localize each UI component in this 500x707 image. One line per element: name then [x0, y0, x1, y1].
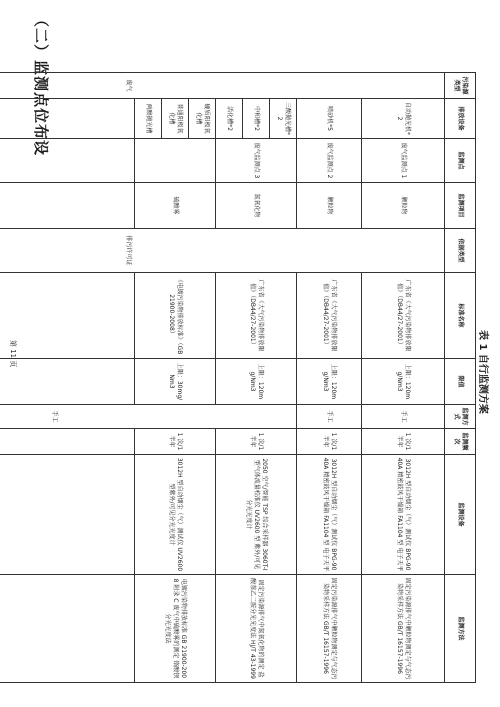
header-frequency: 监测频次 — [445, 429, 476, 455]
monitoring-plan-table — [0, 72, 476, 683]
cell-analysis-method: 电镀污染物排放标准 GB 21900-2008 附录 C 废气中硫酸雾的测定 铬酸钡分光光度法 — [135, 575, 216, 683]
table-row — [270, 73, 297, 683]
table-row — [297, 73, 362, 683]
cell-equipment: 中和槽*2 — [243, 99, 270, 139]
cell-point — [135, 139, 216, 183]
cell-frequency: 1 次/1 半年 — [297, 429, 362, 455]
cell-equipment: 两酸抛光槽 — [135, 99, 162, 139]
table-header-row — [445, 73, 476, 683]
cell-basis-type: 排污许可证 — [0, 229, 445, 273]
cell-equipment: 三酸抛光槽*2 — [270, 99, 297, 139]
cell-point: 废气监测点 1 — [362, 139, 445, 183]
table-title: 表 1 自行监测方案 — [477, 330, 488, 414]
cell-item — [0, 183, 135, 229]
cell-equipment — [0, 99, 135, 139]
cell-equipment: 自动抛光机*2 — [362, 99, 445, 139]
cell-frequency: 1 次/1 半年 — [362, 429, 445, 455]
cell-device: 3012H 型自动烟尘（气）测试仪 BPG-9040A 精密鼓风干燥箱 FA1104 型 电子天平 — [297, 455, 362, 575]
cell-limit: 上限：120mg/Nm3 — [362, 359, 445, 405]
page-number: 第 11 页 — [9, 340, 17, 368]
header-limit: 限值 — [445, 359, 476, 405]
cell-limit: 上限：30mg/Nm3 — [135, 359, 216, 405]
header-standard: 标准名称 — [445, 273, 476, 359]
cell-limit: 上限：120mg/Nm3 — [297, 359, 362, 405]
header-device: 监测设备 — [445, 455, 476, 575]
section-heading: （二）监测点位布设 — [32, 12, 50, 157]
header-monitoring-item: 监测项目 — [445, 183, 476, 229]
header-monitoring-point: 监测点 — [445, 139, 476, 183]
cell-limit: 上限：120mg/Nm3 — [216, 359, 297, 405]
cell-standard: 广东省《大气污染物排放限值》（DB44/27-2001） — [362, 273, 445, 359]
cell-point — [0, 139, 135, 183]
cell-standard: 《电镀污染物排放标准》（GB 21900-2008） — [135, 273, 216, 359]
cell-frequency: 1 次/1 半年 — [135, 429, 216, 455]
table-row — [0, 73, 135, 683]
cell-method-mode: 手工 — [297, 405, 362, 429]
cell-frequency: 1 次/1 半年 — [216, 429, 297, 455]
cell-device: 3012H 型自动烟尘（气）测试仪 BPG-9040A 精密鼓风干燥箱 FA1104 型 电子天平 — [362, 455, 445, 575]
cell-item: 硫酸雾 — [135, 183, 216, 229]
cell-equipment: 普通阳极氧化槽 — [162, 99, 189, 139]
cell-standard — [0, 273, 135, 359]
cell-device: 3012H 型自动烟尘（气）测试仪 UV2600 型紫外/可见分光光度计 — [135, 455, 216, 575]
header-source-type: 污染源类型 — [445, 73, 476, 99]
cell-method-mode: 手工 — [362, 405, 445, 429]
cell-limit — [0, 359, 135, 405]
table-row — [362, 73, 445, 683]
cell-device: 2050 空气/智能 TSP 综合采样器 3060T-I型气体流量校准仪 UV2600 型 紫外/可见分光光度计 — [216, 455, 297, 575]
cell-item: 氮氧化物 — [216, 183, 297, 229]
header-method-mode: 监测方式 — [445, 405, 476, 429]
cell-analysis-method: 固定污染源排气中颗粒物测定与气态污染物采样方法 GB/T 16157-1996 — [362, 575, 445, 683]
cell-standard: 广东省《大气污染物排放限值》（DB44/27-2001） — [297, 273, 362, 359]
cell-frequency — [0, 455, 135, 575]
cell-item: 颗粒物 — [362, 183, 445, 229]
cell-equipment: 喷砂机*5 — [297, 99, 362, 139]
header-analysis-method: 监测方法 — [445, 575, 476, 683]
cell-equipment: 硬质阳极氧化槽 — [189, 99, 216, 139]
cell-point: 废气监测点 2 — [297, 139, 362, 183]
header-equipment: 排放设备 — [445, 99, 476, 139]
header-basis-type: 依据类型 — [445, 229, 476, 273]
cell-equipment: 活化槽*2 — [216, 99, 243, 139]
table-row — [189, 73, 216, 683]
cell-point: 废气监测点 3 — [216, 139, 297, 183]
cell-method-mode — [0, 429, 135, 455]
cell-source-type: 废气 — [0, 73, 445, 99]
cell-standard: 广东省《大气污染物排放限值》（DB44/27-2001） — [216, 273, 297, 359]
cell-analysis-method: 固定污染源排气中颗粒物测定与气态污染物采样方法 GB/T 16157-1996 — [297, 575, 362, 683]
cell-device — [0, 575, 135, 683]
cell-analysis-method: 固定污染源排气中氮氧化物的测定 盐酸萘乙二胺分光光度法 HJ/T 43-1999 — [216, 575, 297, 683]
cell-method-mode: 手工 — [0, 405, 297, 429]
cell-item: 颗粒物 — [297, 183, 362, 229]
